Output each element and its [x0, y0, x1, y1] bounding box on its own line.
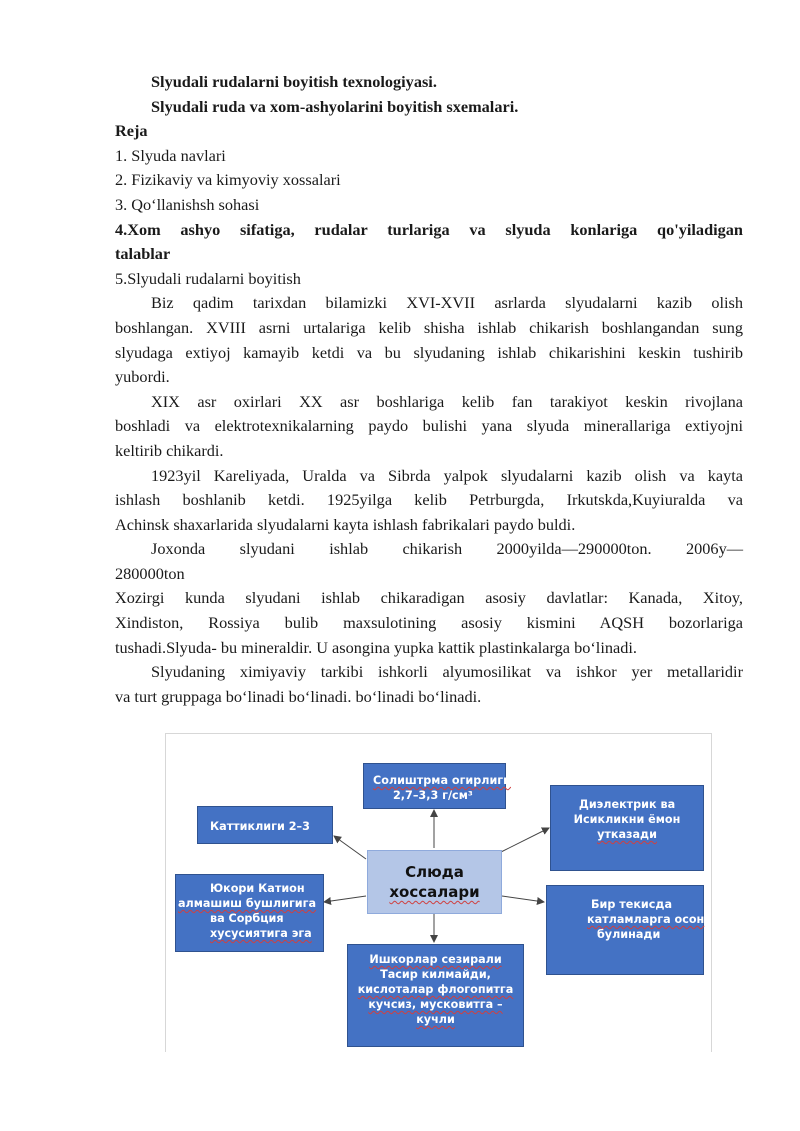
dielectric-label-3: утказади — [597, 828, 657, 841]
paragraph-6-line: va turt gruppaga bo‘linadi bo‘linadi. bo‘linadi bo‘linadi. — [115, 686, 482, 706]
paragraph-5-line: Xindiston, Rossiya bulib maxsulotining asosiy kismini AQSH bozorlariga — [115, 613, 743, 633]
hardness-label: Каттиклиги 2–3 — [210, 820, 310, 833]
paragraph-5-line: Xozirgi kunda slyudani ishlab chikaradigan asosiy davlatlar: Kanada, Xitoy, — [115, 588, 743, 608]
paragraph-4-line: 280000ton — [115, 563, 185, 583]
paragraph-1-line: boshlangan. XVIII asrni urtalariga kelib shisha ishlab chikarish boshlangandan sung — [115, 317, 743, 337]
alkali-label-3: кислоталар флогопитга — [357, 983, 514, 996]
plan-heading: Reja — [115, 121, 148, 141]
paragraph-2-line: boshladi va elektrotexnikalarning paydo bulishi yana slyuda minerallariga extiyojni — [115, 416, 743, 436]
box-dielectric — [550, 785, 704, 871]
paragraph-3-line: 1923yil Kareliyada, Uralda va Sibrda yalpok slyudalarni kazib olish va kayta — [151, 465, 743, 485]
layers-label-1: Бир текисда — [591, 898, 672, 911]
alkali-label-5: кучли — [416, 1013, 455, 1026]
document-title-2: Slyudali ruda va xom-ashyolarini boyitish sxemalari. — [151, 96, 519, 116]
arrow-to-dielectric — [501, 828, 549, 852]
paragraph-3-line: ishlash boshlanib ketdi. 1925yilga kelib Petrburgda, Irkutskda,Kuyiuralda va — [115, 490, 743, 510]
paragraph-1-line: Biz qadim tarixdan bilamizki XVI-XVII asrlarda slyudalarni kazib olish — [151, 293, 743, 313]
document-title-1: Slyudali rudalarni boyitish texnologiyasi. — [151, 72, 437, 91]
cation-label-3: ва Сорбция — [210, 912, 284, 925]
center-label-2: хоссалари — [389, 883, 480, 901]
plan-item-4-cont: talablar — [115, 244, 171, 264]
box-alkali-resistance — [347, 944, 524, 1047]
paragraph-5-line: tushadi.Slyuda- bu mineraldir. U asongina yupka kattik plastinkalarga bo‘linadi. — [115, 637, 637, 657]
paragraph-1-line: yubordi. — [115, 367, 170, 387]
center-label-1: Слюда — [405, 863, 464, 881]
dielectric-label-2: Исикликни ёмон — [573, 813, 681, 826]
mica-properties-diagram — [165, 733, 712, 1052]
plan-item-2: 2. Fizikaviy va kimyoviy xossalari — [115, 170, 341, 190]
arrow-to-layers — [502, 896, 544, 902]
dielectric-label-1: Диэлектрик ва — [578, 798, 676, 811]
plan-item-1: 1. Slyuda navlari — [115, 145, 226, 165]
alkali-label-1: Ишкорлар сезирали — [369, 953, 502, 966]
paragraph-1-line: slyudaga extiyoj kamayib ketdi va bu slyudaning ishlab chikarishini keskin tushirib — [115, 342, 743, 362]
plan-item-5: 5.Slyudali rudalarni boyitish — [115, 268, 301, 288]
density-label-2: 2,7–3,3 г/см³ — [393, 789, 473, 802]
box-hardness — [197, 806, 333, 844]
alkali-label-4: кучсиз, мусковитга – — [368, 998, 503, 1011]
cation-label-1: Юкори Катион — [210, 882, 305, 895]
paragraph-2-line: XIX asr oxirlari XX asr boshlariga kelib fan tarakiyot keskin rivojlana — [151, 391, 743, 411]
paragraph-6-line: Slyudaning ximiyaviy tarkibi ishkorli alyumosilikat va ishkor yer metallaridir — [151, 662, 743, 682]
arrow-to-hardness — [334, 836, 366, 859]
layers-label-3: булинади — [597, 928, 661, 941]
density-label-1: Солиштрма огирлиги — [373, 774, 511, 787]
paragraph-3-line: Achinsk shaxarlarida slyudalarni kayta ishlash fabrikalari paydo buldi. — [115, 514, 576, 534]
cation-label-4: хусусиятига эга — [210, 927, 312, 940]
box-layers — [546, 885, 704, 975]
document-body — [115, 70, 743, 709]
box-density — [363, 763, 511, 809]
center-box-mica-properties — [367, 850, 502, 914]
arrow-to-cation — [324, 896, 366, 902]
plan-item-4: 4.Xom ashyo sifatiga, rudalar turlariga va slyuda konlariga qo'yiladigan — [115, 219, 743, 239]
layers-label-2: катламларга осон — [587, 913, 705, 926]
paragraph-2-line: keltirib chikardi. — [115, 440, 224, 460]
paragraph-4-line: Joxonda slyudani ishlab chikarish 2000yilda—290000ton. 2006y— — [151, 539, 743, 559]
alkali-label-2: Тасир килмайди, — [380, 968, 491, 981]
cation-label-2: алмашиш бушлигига — [178, 897, 317, 910]
plan-item-3: 3. Qo‘llanishsh sohasi — [115, 194, 260, 214]
box-cation-exchange — [175, 874, 324, 952]
